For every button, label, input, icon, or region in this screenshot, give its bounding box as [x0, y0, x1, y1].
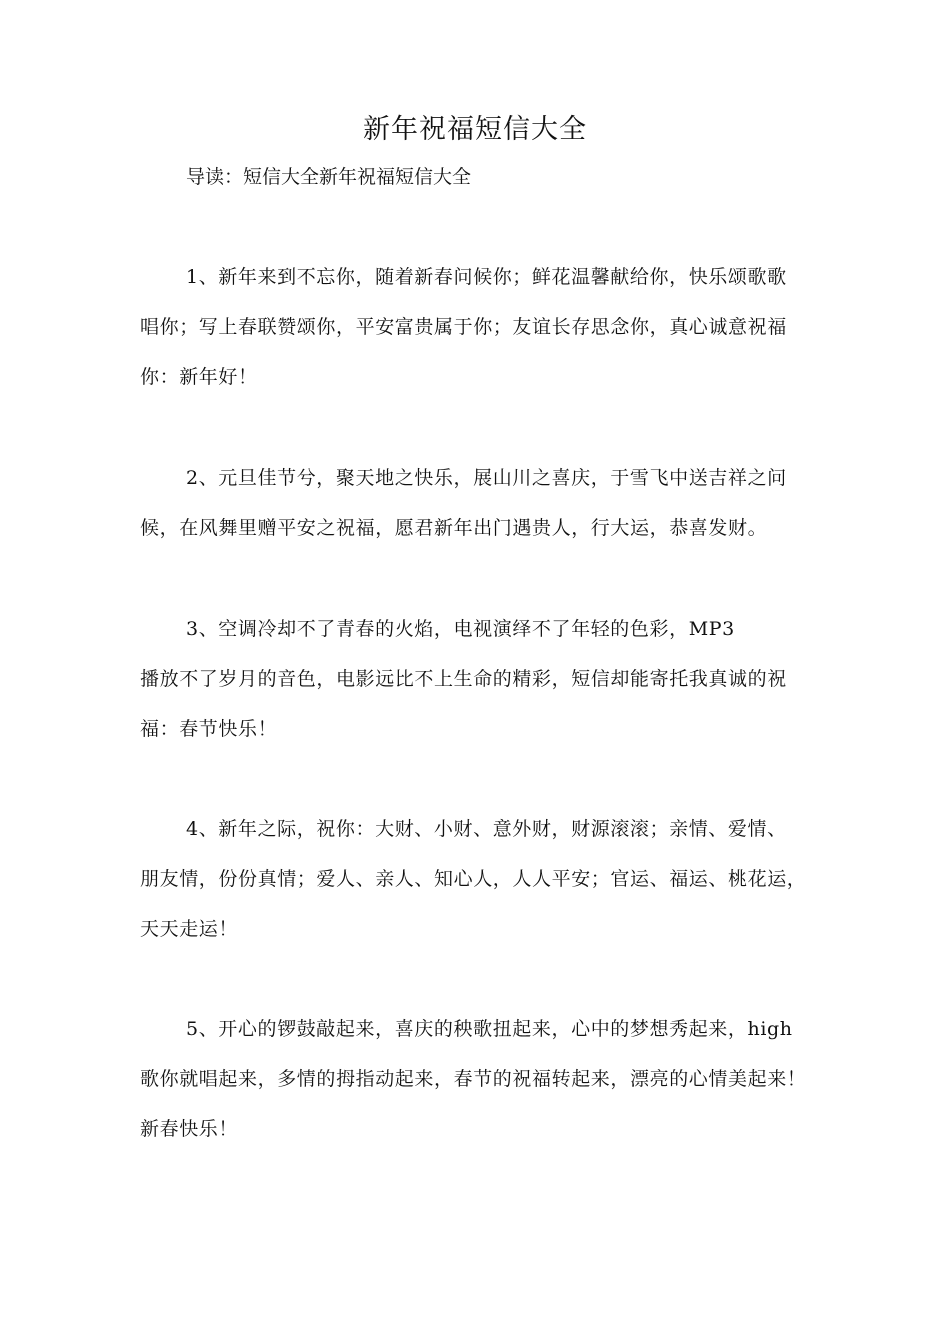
- paragraph-line: 唱你；写上春联赞颂你，平安富贵属于你；友谊长存思念你，真心诚意祝福: [140, 316, 787, 338]
- paragraph-2: [140, 453, 830, 553]
- paragraph-line: 5、开心的锣鼓敲起来，喜庆的秧歌扭起来，心中的梦想秀起来，high: [186, 1018, 793, 1040]
- document-title: 新年祝福短信大全: [363, 114, 587, 145]
- paragraph-line: 2、元旦佳节兮，聚天地之快乐，展山川之喜庆，于雪飞中送吉祥之问: [186, 467, 787, 489]
- paragraph-line: 天天走运！: [140, 918, 239, 940]
- paragraph-1: [140, 252, 830, 402]
- paragraph-line: 新春快乐！: [140, 1118, 239, 1140]
- paragraph-line: 福：春节快乐！: [140, 718, 278, 740]
- paragraph-line: 3、空调冷却不了青春的火焰，电视演绎不了年轻的色彩，MP3: [186, 618, 735, 640]
- guide-line: 导读：短信大全新年祝福短信大全: [186, 166, 472, 188]
- paragraph-3: [140, 604, 830, 754]
- paragraph-line: 候，在风舞里赠平安之祝福，愿君新年出门遇贵人，行大运，恭喜发财。: [140, 517, 768, 539]
- paragraph-5: [140, 1004, 830, 1154]
- paragraph-line: 你：新年好！: [140, 366, 258, 388]
- paragraph-4: [140, 804, 830, 954]
- paragraph-line: 歌你就唱起来，多情的拇指动起来，春节的祝福转起来，漂亮的心情美起来！: [140, 1068, 807, 1090]
- paragraph-line: 朋友情，份份真情；爱人、亲人、知心人，人人平安；官运、福运、桃花运，: [140, 868, 807, 890]
- paragraph-line: 4、新年之际，祝你：大财、小财、意外财，财源滚滚；亲情、爱情、: [186, 818, 787, 840]
- paragraph-line: 1、新年来到不忘你，随着新春问候你；鲜花温馨献给你，快乐颂歌歌: [186, 266, 787, 288]
- paragraph-line: 播放不了岁月的音色，电影远比不上生命的精彩，短信却能寄托我真诚的祝: [140, 668, 787, 690]
